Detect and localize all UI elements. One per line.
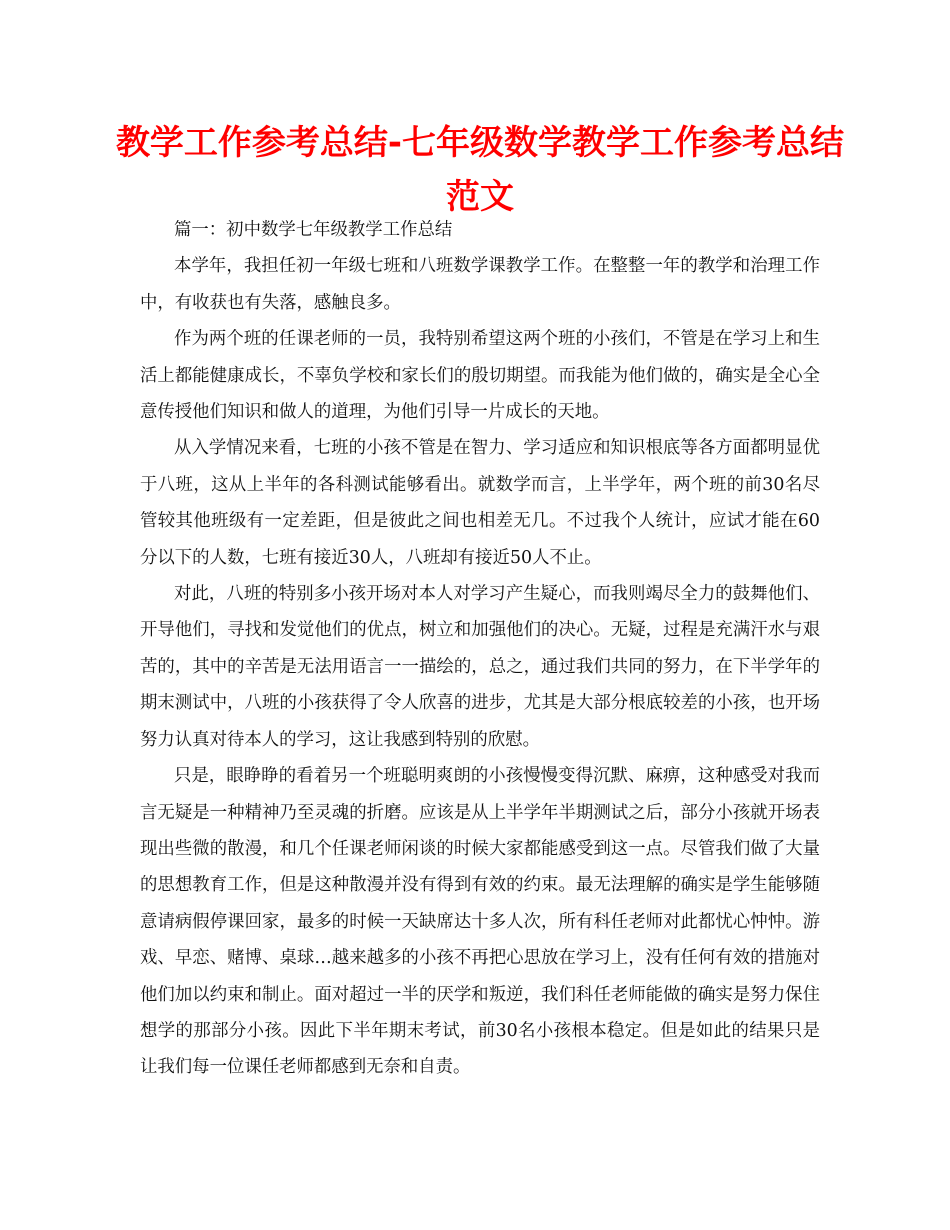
document-title: 教学工作参考总结-七年级数学教学工作参考总结范文 — [115, 123, 845, 217]
paragraph: 本学年，我担任初一年级七班和八班数学课教学工作。在整整一年的教学和治理工作中，有收获也有失落，感触良多。 — [140, 256, 820, 313]
document-body — [140, 212, 820, 1086]
paragraph: 作为两个班的任课老师的一员，我特别希望这两个班的小孩们，不管是在学习上和生活上都能健康成长，不辜负学校和家长们的殷切期望。而我能为他们做的，确实是全心全意传授他们知识和做人的道理，为他们引导一片成长的天地。 — [140, 329, 820, 423]
section-heading: 篇一：初中数学七年级教学工作总结 — [174, 220, 453, 240]
paragraph: 只是，眼睁睁的看着另一个班聪明爽朗的小孩慢慢变得沉默、麻痹，这种感受对我而言无疑是一种精神乃至灵魂的折磨。应该是从上半学年半期测试之后，部分小孩就开场表现出些微的散漫，和几个任课老师闲谈的时候大家都能感受到这一点。尽管我们做了大量的思想教育工作，但是这种散漫并没有得到有效的约束。最无法理解的确实是学生能够随意请病假停课回家，最多的时候一天缺席达十多人次，所有科任老师对此都忧心忡忡。游戏、早恋、赌博、桌球…越来越多的小孩不再把心思放在学习上，没有任何有效的措施对他们加以约束和制止。面对超过一半的厌学和叛逆，我们科任老师能做的确实是努力保住想学的那部分小孩。因此下半年期末考试，前30名小孩根本稳定。但是如此的结果只是让我们每一位课任老师都感到无奈和自责。 — [140, 766, 820, 1078]
paragraph: 从入学情况来看，七班的小孩不管是在智力、学习适应和知识根底等各方面都明显优于八班，这从上半年的各科测试能够看出。就数学而言，上半学年，两个班的前30名尽管较其他班级有一定差距，但是彼此之间也相差无几。不过我个人统计，应试才能在60分以下的人数，七班有接近30人，八班却有接近50人不止。 — [140, 438, 820, 568]
paragraph: 对此，八班的特别多小孩开场对本人对学习产生疑心，而我则竭尽全力的鼓舞他们、开导他们，寻找和发觉他们的优点，树立和加强他们的决心。无疑，过程是充满汗水与艰苦的，其中的辛苦是无法用语言一一描绘的，总之，通过我们共同的努力，在下半学年的期末测试中，八班的小孩获得了令人欣喜的进步，尤其是大部分根底较差的小孩，也开场努力认真对待本人的学习，这让我感到特别的欣慰。 — [140, 584, 820, 750]
